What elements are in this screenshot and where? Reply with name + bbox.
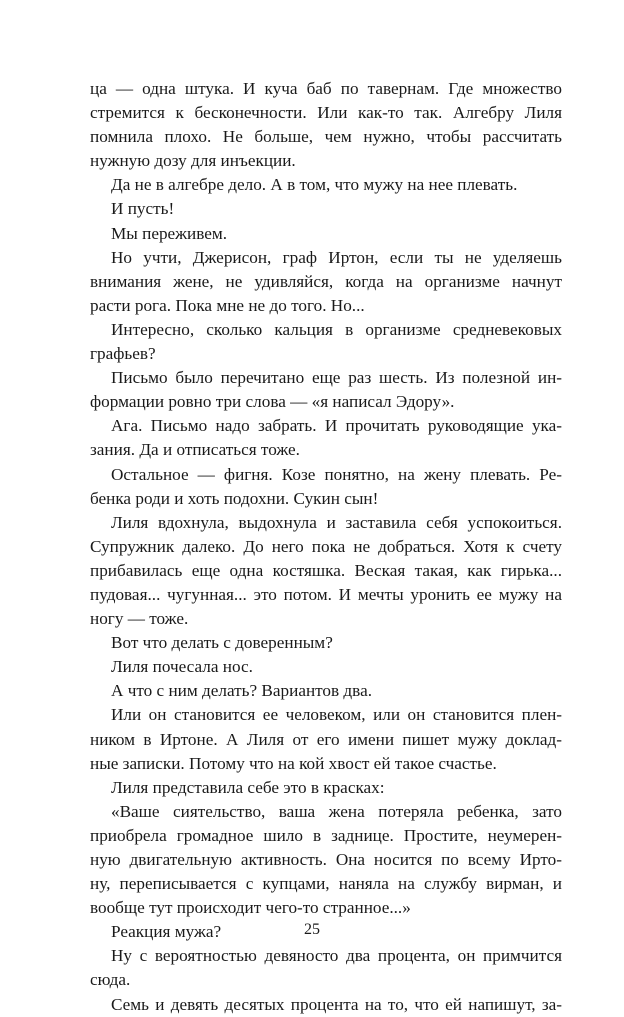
text-line: Ага. Письмо надо забрать. И прочитать руководящие ука-: [111, 416, 562, 436]
text-line: ну, переписывается с купцами, наняла на службу вирман, и: [90, 874, 562, 894]
text-line: ником в Иртоне. А Лиля от его имени пишет мужу доклад-: [90, 729, 562, 749]
text-line: Или он становится ее человеком, или он становится плен-: [111, 705, 562, 725]
text-line: Супружник далеко. До него пока не добраться. Хотя к счету: [90, 536, 562, 556]
text-line: Остальное — фигня. Козе понятно, на жену плевать. Ре-: [111, 464, 562, 484]
text-line: Вот что делать с доверенным?: [111, 633, 333, 653]
text-line: бенка роди и хоть подохни. Сукин сын!: [90, 488, 379, 508]
text-line: Лиля вдохнула, выдохнула и заставила себя успокоиться.: [111, 512, 562, 532]
text-line: Реакция мужа?: [111, 922, 222, 942]
text-line: Но учти, Джерисон, граф Иртон, если ты не уделяешь: [111, 247, 562, 267]
text-line: расти рога. Пока мне не до того. Но...: [90, 295, 365, 315]
text-line: ногу — тоже.: [90, 609, 189, 629]
text-line: ную двигательную активность. Она носится по всему Ирто-: [90, 850, 562, 869]
text-line: Ну с вероятностью девяносто два процента, он примчится: [111, 946, 562, 966]
text-line: Семь и девять десятых процента на то, что ей напишут, за-: [111, 994, 562, 1014]
text-line: ные записки. Потому что на кой хвост ей такое счастье.: [90, 753, 497, 773]
text-line: Письмо было перечитано еще раз шесть. Из полезной ин-: [111, 368, 562, 388]
text-line: графьев?: [90, 344, 156, 364]
page-number: 25: [304, 921, 320, 938]
text-line: вообще тут происходит чего-то странное...»: [90, 898, 411, 918]
text-line: нужную дозу для инъекции.: [90, 151, 296, 171]
text-line: сюда.: [90, 970, 131, 990]
text-line: пудовая... чугунная... это потом. И мечты уронить ее мужу на: [90, 584, 562, 604]
text-line: А что с ним делать? Вариантов два.: [111, 681, 372, 701]
text-line: зания. Да и отписаться тоже.: [90, 440, 300, 460]
text-line: помнила плохо. Не больше, чем нужно, чтобы рассчитать: [90, 127, 562, 147]
text-line: И пусть!: [111, 199, 175, 219]
text-line: ца — одна штука. И куча баб по тавернам. Где множество: [90, 79, 562, 98]
text-line: Интересно, сколько кальция в организме средневековых: [111, 319, 562, 339]
text-line: Лиля почесала нос.: [111, 657, 253, 677]
text-line: внимания жене, не удивляйся, когда на организме начнут: [90, 271, 562, 291]
text-line: приобрела громадное шило в заднице. Простите, неумерен-: [90, 825, 562, 845]
body-text: [90, 77, 562, 1017]
text-line: Лиля представила себе это в красках:: [111, 777, 385, 797]
text-line: стремится к бесконечности. Или как-то так. Алгебру Лиля: [90, 103, 562, 123]
text-line: Мы переживем.: [111, 223, 228, 243]
text-line: формации ровно три слова — «я написал Эдору».: [90, 392, 455, 412]
text-line: прибавилась еще одна костяшка. Веская такая, как гирька...: [90, 560, 562, 580]
text-line: «Ваше сиятельство, ваша жена потеряла ребенка, зато: [111, 801, 562, 821]
text-line: Да не в алгебре дело. А в том, что мужу на нее плевать.: [111, 175, 518, 195]
